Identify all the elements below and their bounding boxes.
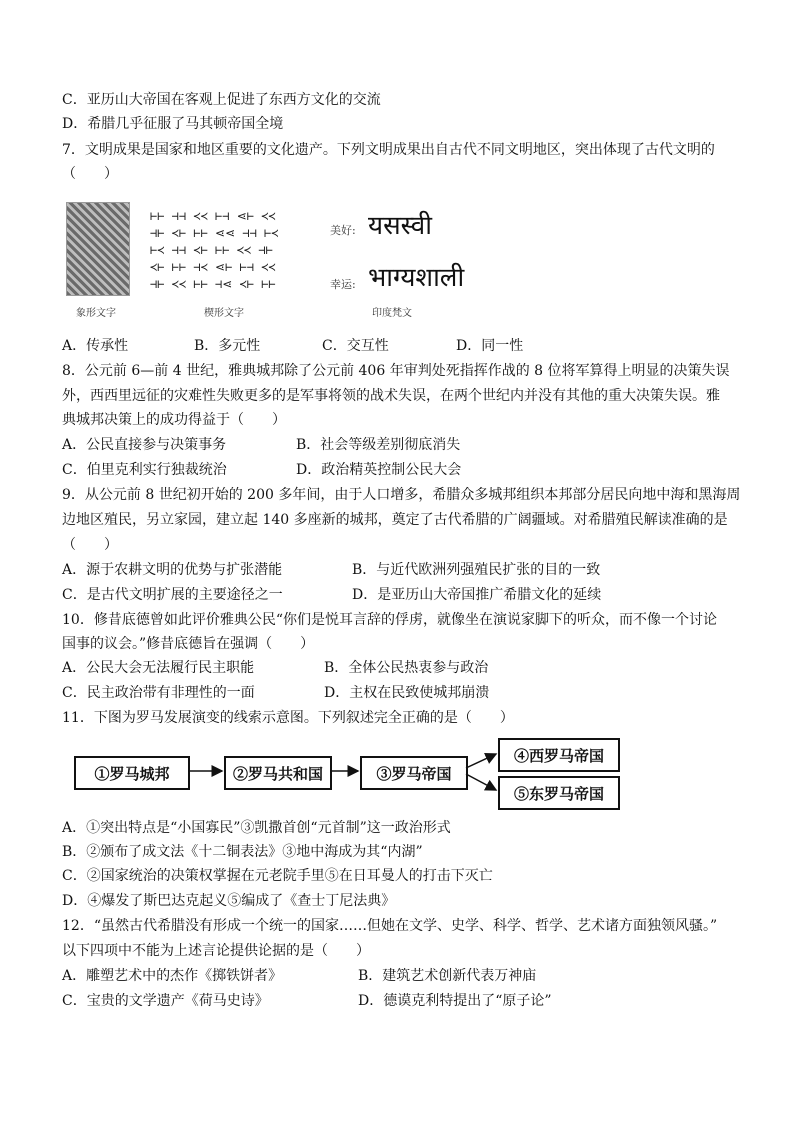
beauty-sanskrit-word: यसस्वी [368, 211, 432, 241]
q11-option-b: B．②颁布了成文法《十二铜表法》③地中海成为其“内湖” [62, 844, 423, 860]
q10-option-c: C．民主政治带有非理性的一面 [62, 685, 255, 701]
q9-option-d: D．是亚历山大帝国推广希腊文化的延续 [352, 587, 602, 603]
option-d-greece: D．希腊几乎征服了马其顿帝国全境 [62, 116, 284, 132]
q8-stem-1: 8．公元前 6—前 4 世纪，雅典城邦除了公元前 406 年审判处死指挥作战的 8 位将军算得上明显的决策失误 [62, 363, 730, 379]
q7-option-d: D．同一性 [456, 338, 524, 354]
q10-stem-1: 10．修昔底德曾如此评价雅典公民“你们是悦耳言辞的俘虏，就像坐在演说家脚下的听众，而不像一个讨论 [62, 612, 717, 628]
q9-option-a: A．源于农耕文明的优势与扩张潜能 [62, 562, 283, 578]
q10-option-a: A．公民大会无法履行民主职能 [62, 660, 255, 676]
luck-sanskrit-word: भाग्यशाली [368, 263, 465, 293]
pictograph-tablet-image [66, 202, 130, 296]
arrow-3-to-5 [466, 774, 496, 790]
flow-arrows [74, 738, 634, 812]
q12-option-a: A．雕塑艺术中的杰作《掷铁饼者》 [62, 968, 283, 984]
q10-option-b: B．全体公民热衷参与政治 [324, 660, 489, 676]
flow-box-eastern-roman-empire: ⑤东罗马帝国 [498, 776, 620, 810]
beauty-label: 美好: [330, 224, 356, 237]
q8-option-b: B．社会等级差别彻底消失 [296, 437, 461, 453]
pictograph-caption: 象形文字 [76, 308, 116, 319]
q11-option-a: A．①突出特点是“小国寡民”③凯撒首创“元首制”这一政治形式 [62, 820, 451, 836]
q8-option-d: D．政治精英控制公民大会 [296, 462, 462, 478]
q9-option-b: B．与近代欧洲列强殖民扩张的目的一致 [352, 562, 601, 578]
q11-stem: 11．下图为罗马发展演变的线索示意图。下列叙述完全正确的是（ ） [62, 710, 514, 726]
q7-option-c: C．交互性 [322, 338, 389, 354]
q7-option-a: A．传承性 [62, 338, 129, 354]
q7-bracket: （ ） [62, 166, 118, 182]
flow-box-roman-republic: ②罗马共和国 [224, 756, 332, 790]
q12-option-c: C．宝贵的文学遗产《荷马史诗》 [62, 993, 269, 1009]
q7-stem: 7．文明成果是国家和地区重要的文化遗产。下列文明成果出自古代不同文明地区，突出体现了古代文明的 [62, 142, 715, 158]
q9-stem-2: 边地区殖民，另立家园，建立起 140 多座新的城邦，奠定了古代希腊的广阔疆域。对希腊殖民解读准确的是 [62, 512, 728, 528]
q8-stem-2: 外，西西里远征的灾难性失败更多的是军事将领的战术失误，在两个世纪内并没有其他的重大决策失误。雅 [62, 388, 720, 404]
q8-stem-3: 典城邦决策上的成功得益于（ ） [62, 412, 286, 428]
q10-option-d: D．主权在民致使城邦崩溃 [324, 685, 490, 701]
flow-box-western-roman-empire: ④西罗马帝国 [498, 738, 620, 772]
q12-stem-1: 12．“虽然古代希腊没有形成一个统一的国家……但她在文学、史学、科学、哲学、艺术诸方面独领风骚。” [62, 918, 718, 934]
q8-option-c: C．伯里克利实行独裁统治 [62, 462, 227, 478]
q10-stem-2: 国事的议会。”修昔底德旨在强调（ ） [62, 636, 315, 652]
cuneiform-image: ⊢⊢ ⊣⊣ ≺≺ ⊢⊣ ⋖⊢ ≺≺ ⊣⊢ ≺⊢ ⊢⊢ ⋖⋖ ⊣⊣ ⊢≺ ⊢≺ ⊣⊣ ≺⊢ ⊢⊢ ≺≺ ⊣⊢ ≺⊢ ⊢⊢ ⊣≺ ⋖⊢ ⊢⊣ ≺≺ ⊣⊢ ≺≺ ⊢⊢ ⊣⋖ ≺⊢ ⊢⊢ [150, 209, 279, 291]
rome-flow-diagram [74, 738, 634, 812]
luck-label: 幸运: [330, 278, 356, 291]
q9-option-c: C．是古代文明扩展的主要途径之一 [62, 587, 283, 603]
q11-option-c: C．②国家统治的决策权掌握在元老院手里⑤在日耳曼人的打击下灭亡 [62, 868, 493, 884]
option-c-alexander: C．亚历山大帝国在客观上促进了东西方文化的交流 [62, 92, 381, 108]
q7-option-b: B．多元性 [194, 338, 261, 354]
q12-stem-2: 以下四项中不能为上述言论提供论据的是（ ） [62, 943, 370, 959]
cuneiform-caption: 楔形文字 [204, 308, 244, 319]
q11-option-d: D．④爆发了斯巴达克起义⑤编成了《查士丁尼法典》 [62, 893, 396, 909]
arrow-3-to-4 [466, 754, 496, 768]
q7-figure [62, 200, 502, 330]
sanskrit-caption: 印度梵文 [372, 308, 412, 319]
flow-box-roman-empire: ③罗马帝国 [360, 756, 468, 790]
q8-option-a: A．公民直接参与决策事务 [62, 437, 227, 453]
q9-stem-1: 9．从公元前 8 世纪初开始的 200 多年间，由于人口增多，希腊众多城邦组织本邦部分居民向地中海和黑海周 [62, 487, 741, 503]
q12-option-d: D．德谟克利特提出了“原子论” [358, 993, 552, 1009]
q9-bracket: （ ） [62, 537, 118, 553]
q12-option-b: B．建筑艺术创新代表万神庙 [358, 968, 537, 984]
flow-box-rome-city-state: ①罗马城邦 [74, 756, 190, 790]
